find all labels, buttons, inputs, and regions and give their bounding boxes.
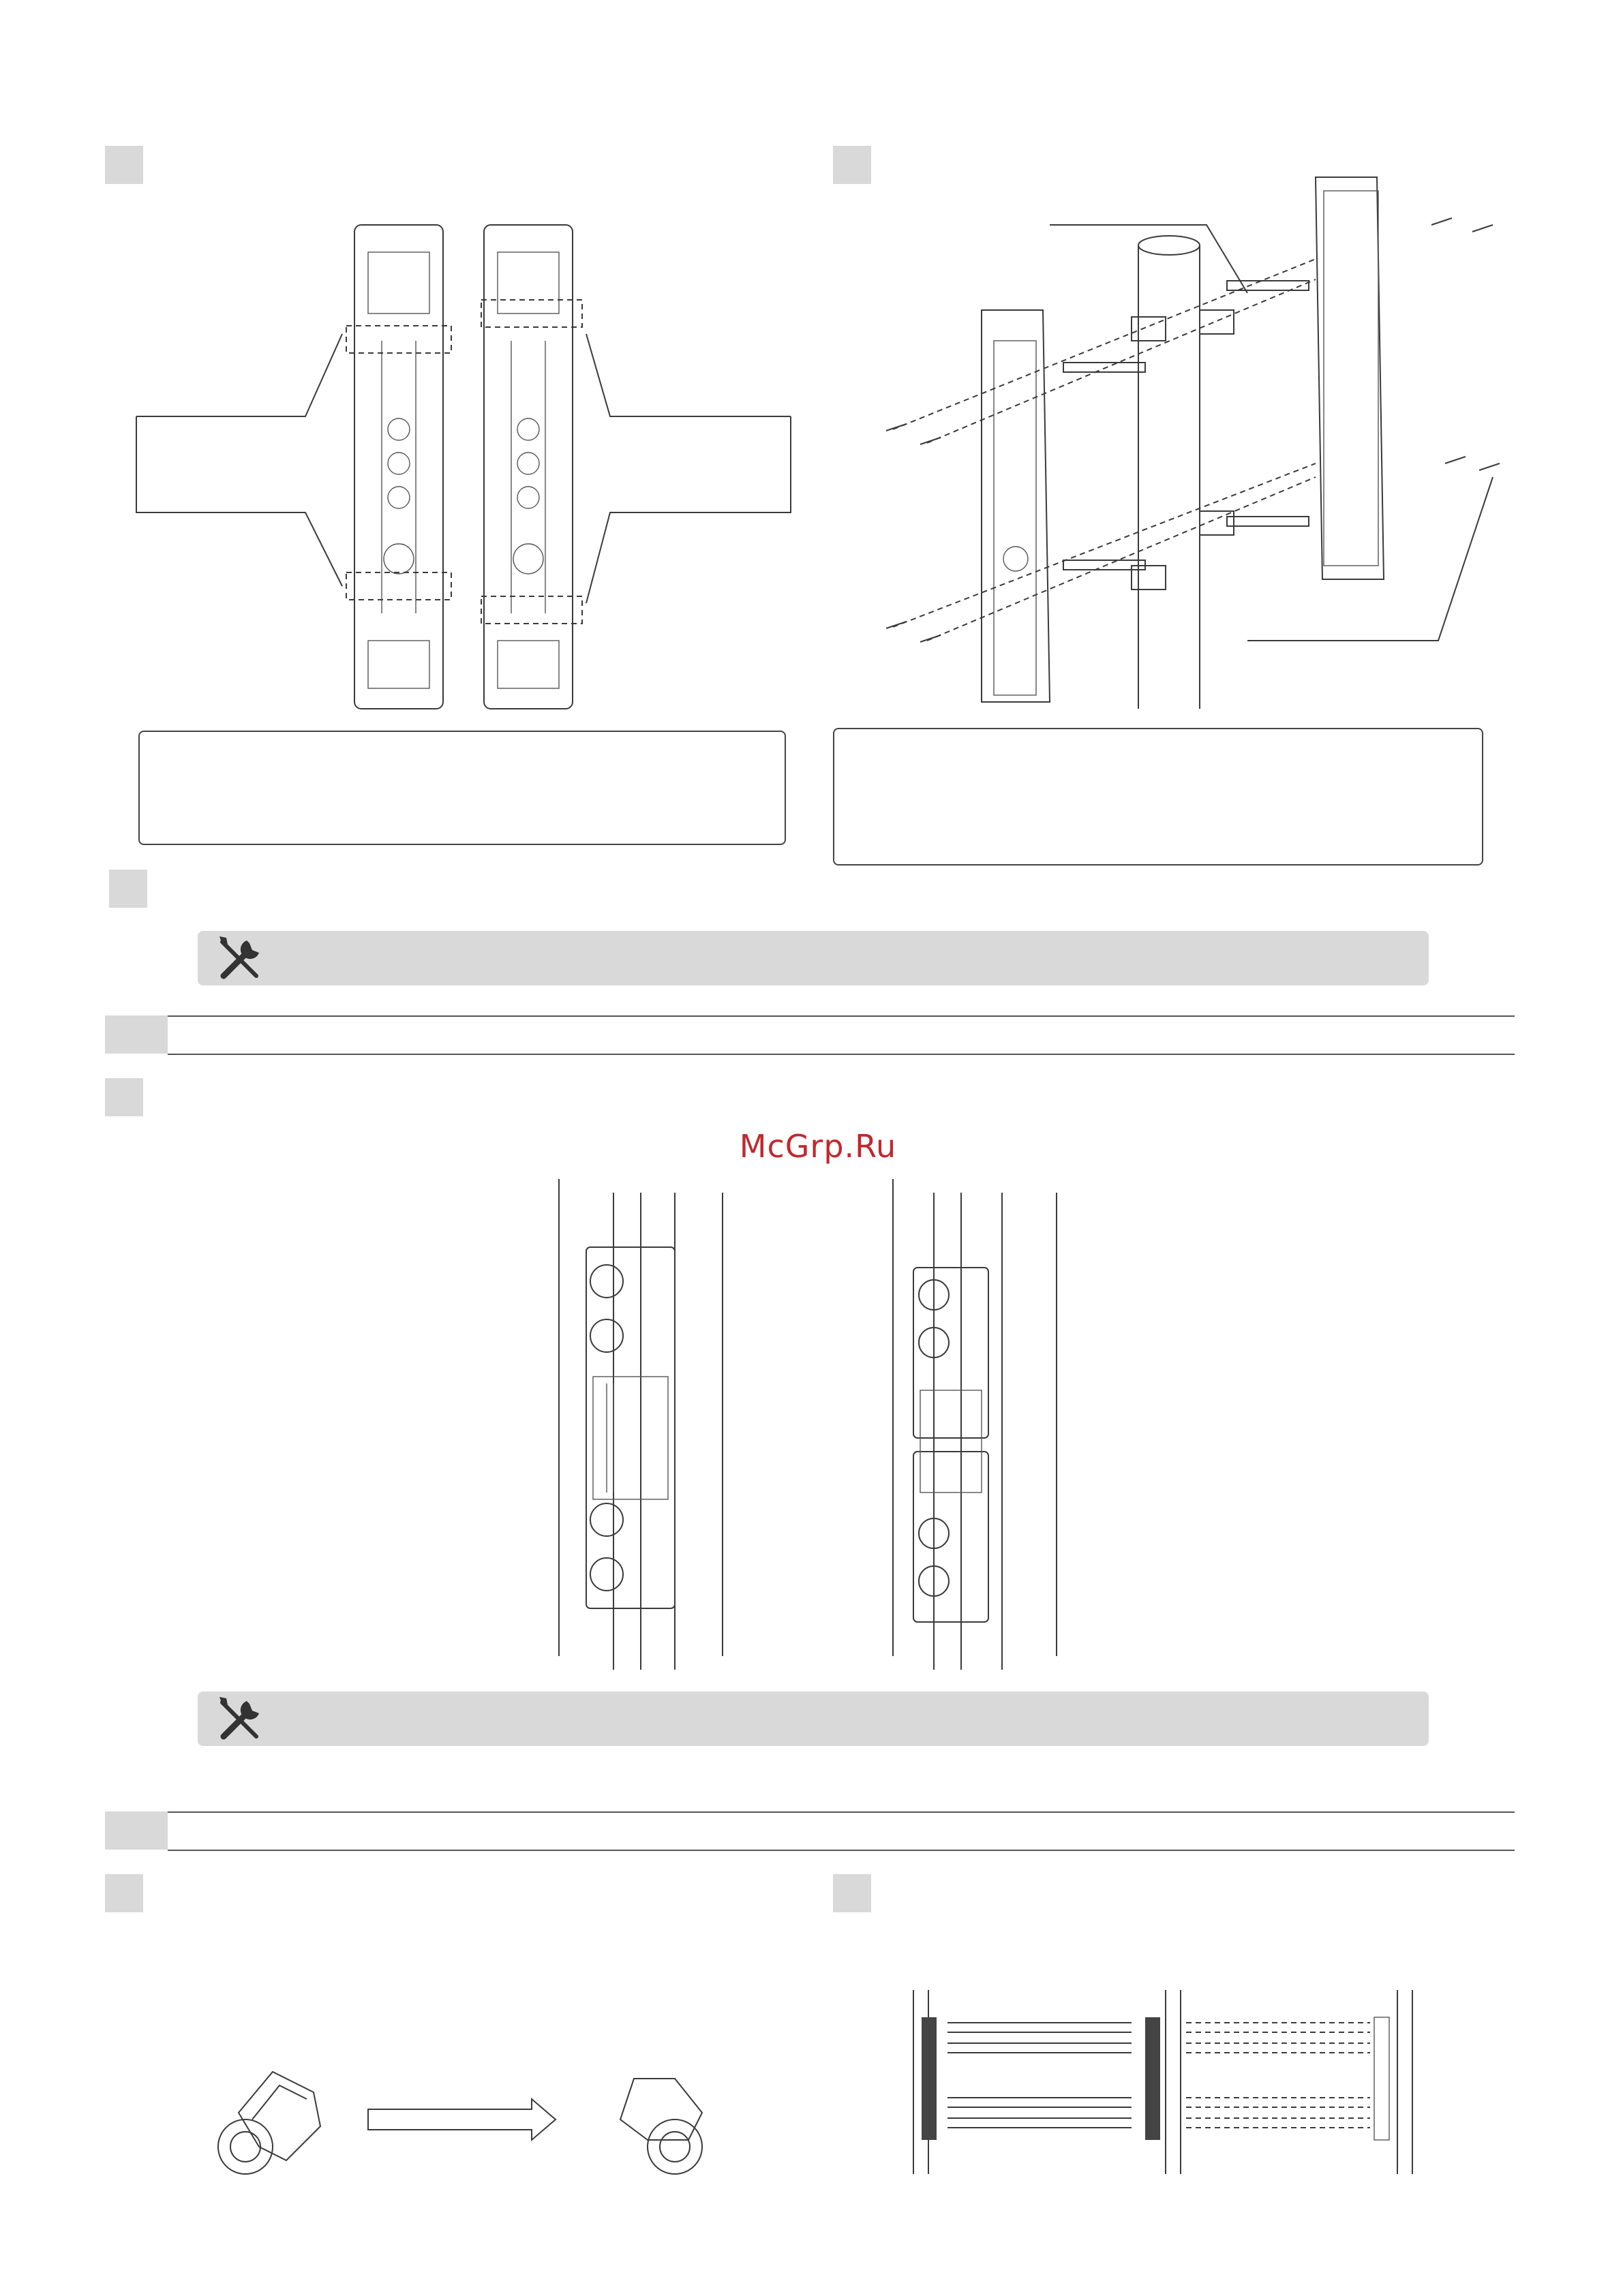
divider-bottom-2 <box>168 1850 1515 1851</box>
right-arrow <box>368 2099 556 2140</box>
step-marker-5 <box>105 1874 143 1912</box>
wall-mount-diagram-left <box>559 1179 729 1670</box>
callout-box-right <box>833 728 1483 866</box>
divider-top-2 <box>168 1811 1515 1813</box>
tools-icon <box>217 1694 266 1743</box>
divider-top-1 <box>168 1015 1515 1017</box>
tool-note-bar-2 <box>198 1692 1429 1746</box>
step-marker-6 <box>833 1874 871 1912</box>
step-marker-3 <box>109 870 147 908</box>
watermark: McGrp.Ru <box>739 1128 897 1165</box>
lens-rotation-diagram <box>211 2065 716 2181</box>
step-marker-2 <box>833 146 871 184</box>
tools-icon <box>217 934 266 983</box>
tool-note-bar-1 <box>198 931 1429 985</box>
section-tab-2 <box>105 1811 168 1850</box>
step-marker-1 <box>105 146 143 184</box>
pole-mount-diagram <box>879 177 1520 716</box>
divider-bottom-1 <box>168 1054 1515 1055</box>
beam-alignment-diagram <box>893 1990 1425 2174</box>
section-tab-1 <box>105 1015 168 1054</box>
step-marker-4 <box>105 1078 143 1116</box>
callout-box-left <box>138 731 786 845</box>
wall-mount-diagram-right <box>893 1179 1063 1670</box>
base-plate-diagram <box>136 204 791 722</box>
